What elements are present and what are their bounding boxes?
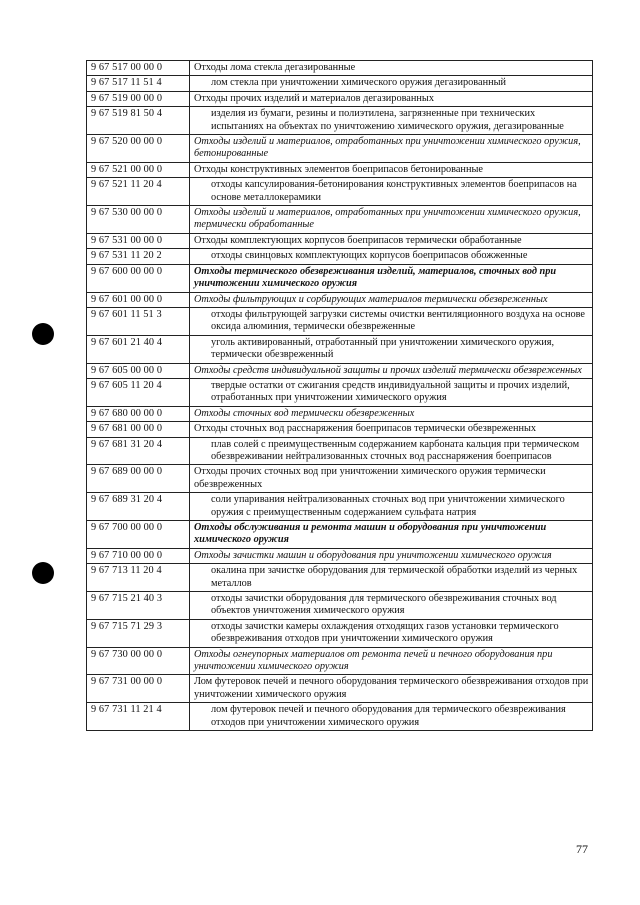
table-row bbox=[87, 335, 593, 363]
waste-code-cell: 9 67 731 00 00 0 bbox=[87, 675, 190, 703]
waste-code-cell: 9 67 530 00 00 0 bbox=[87, 206, 190, 234]
waste-description-cell: отходы зачистки камеры охлаждения отходящих газов установки термического обезвреживания отходов при уничтожении химического оружия bbox=[190, 619, 593, 647]
table-row bbox=[87, 178, 593, 206]
waste-code-cell: 9 67 681 31 20 4 bbox=[87, 437, 190, 465]
table-row bbox=[87, 91, 593, 106]
table-row bbox=[87, 493, 593, 521]
waste-description-cell: Отходы изделий и материалов, отработанных при уничтожении химического оружия, бетонированные bbox=[190, 135, 593, 163]
waste-description-cell: Отходы фильтрующих и сорбирующих материалов термически обезвреженных bbox=[190, 292, 593, 307]
waste-code-cell: 9 67 519 81 50 4 bbox=[87, 107, 190, 135]
waste-description-cell: отходы фильтрующей загрузки системы очистки вентиляционного воздуха на основе оксида алюминия, термически обезвреженные bbox=[190, 307, 593, 335]
waste-description-cell: Отходы зачистки машин и оборудования при уничтожении химического оружия bbox=[190, 548, 593, 563]
waste-code-cell: 9 67 520 00 00 0 bbox=[87, 135, 190, 163]
waste-code-cell: 9 67 605 00 00 0 bbox=[87, 363, 190, 378]
waste-code-cell: 9 67 689 31 20 4 bbox=[87, 493, 190, 521]
waste-description-cell: Отходы сточных вод расснаряжения боеприпасов термически обезвреженных bbox=[190, 422, 593, 437]
table-row bbox=[87, 135, 593, 163]
waste-description-cell: твердые остатки от сжигания средств индивидуальной защиты и прочих изделий, отработанных при уничтожении химического оружия bbox=[190, 378, 593, 406]
waste-description-cell: Отходы прочих изделий и материалов дегазированных bbox=[190, 91, 593, 106]
table-row bbox=[87, 107, 593, 135]
waste-classification-table bbox=[86, 60, 593, 731]
table-row bbox=[87, 465, 593, 493]
waste-code-cell: 9 67 601 11 51 3 bbox=[87, 307, 190, 335]
table-row bbox=[87, 61, 593, 76]
table-row bbox=[87, 675, 593, 703]
waste-description-cell: отходы зачистки оборудования для термического обезвреживания сточных вод объектов уничтожения химического оружия bbox=[190, 592, 593, 620]
table-row bbox=[87, 592, 593, 620]
page-number: 77 bbox=[576, 842, 588, 856]
waste-code-cell: 9 67 605 11 20 4 bbox=[87, 378, 190, 406]
waste-code-cell: 9 67 710 00 00 0 bbox=[87, 548, 190, 563]
waste-description-cell: уголь активированный, отработанный при уничтожении химического оружия, термически обезвреженный bbox=[190, 335, 593, 363]
waste-description-cell: изделия из бумаги, резины и полиэтилена, загрязненные при технических испытаниях на объектах по уничтожению химического оружия, дегазированные bbox=[190, 107, 593, 135]
table-row bbox=[87, 378, 593, 406]
waste-code-cell: 9 67 601 00 00 0 bbox=[87, 292, 190, 307]
waste-code-cell: 9 67 730 00 00 0 bbox=[87, 647, 190, 675]
waste-code-cell: 9 67 601 21 40 4 bbox=[87, 335, 190, 363]
table-row bbox=[87, 363, 593, 378]
waste-code-cell: 9 67 600 00 00 0 bbox=[87, 264, 190, 292]
table-row bbox=[87, 548, 593, 563]
waste-description-cell: плав солей с преимущественным содержанием карбоната кальция при термическом обезвреживании нейтрализованных сточных вод расснаряжения боеприпасов bbox=[190, 437, 593, 465]
table-row bbox=[87, 647, 593, 675]
waste-description-cell: Отходы огнеупорных материалов от ремонта печей и печного оборудования при уничтожении химического оружия bbox=[190, 647, 593, 675]
waste-code-cell: 9 67 531 11 20 2 bbox=[87, 249, 190, 264]
waste-code-cell: 9 67 521 11 20 4 bbox=[87, 178, 190, 206]
punch-hole bbox=[32, 562, 54, 584]
waste-description-cell: соли упаривания нейтрализованных сточных вод при уничтожении химического оружия с преимущественным содержанием сульфата натрия bbox=[190, 493, 593, 521]
waste-code-cell: 9 67 681 00 00 0 bbox=[87, 422, 190, 437]
waste-description-cell: отходы свинцовых комплектующих корпусов боеприпасов обожженные bbox=[190, 249, 593, 264]
table-row bbox=[87, 307, 593, 335]
table-row bbox=[87, 406, 593, 421]
waste-code-cell: 9 67 680 00 00 0 bbox=[87, 406, 190, 421]
waste-code-cell: 9 67 713 11 20 4 bbox=[87, 564, 190, 592]
waste-code-cell: 9 67 517 00 00 0 bbox=[87, 61, 190, 76]
waste-code-cell: 9 67 531 00 00 0 bbox=[87, 233, 190, 248]
waste-description-cell: Отходы прочих сточных вод при уничтожении химического оружия термически обезвреженных bbox=[190, 465, 593, 493]
waste-description-cell: лом стекла при уничтожении химического оружия дегазированный bbox=[190, 76, 593, 91]
waste-description-cell: Отходы конструктивных элементов боеприпасов бетонированные bbox=[190, 162, 593, 177]
punch-hole bbox=[32, 323, 54, 345]
table-row bbox=[87, 422, 593, 437]
table-row bbox=[87, 564, 593, 592]
waste-description-cell: Отходы термического обезвреживания изделий, материалов, сточных вод при уничтожении химического оружия bbox=[190, 264, 593, 292]
table-row bbox=[87, 437, 593, 465]
waste-description-cell: лом футеровок печей и печного оборудования для термического обезвреживания отходов при уничтожении химического оружия bbox=[190, 703, 593, 731]
table-row bbox=[87, 703, 593, 731]
table-row bbox=[87, 521, 593, 549]
waste-description-cell: Отходы изделий и материалов, отработанных при уничтожении химического оружия, термически обработанные bbox=[190, 206, 593, 234]
waste-code-cell: 9 67 517 11 51 4 bbox=[87, 76, 190, 91]
waste-description-cell: Отходы средств индивидуальной защиты и прочих изделий термически обезвреженных bbox=[190, 363, 593, 378]
waste-code-cell: 9 67 731 11 21 4 bbox=[87, 703, 190, 731]
table-row bbox=[87, 292, 593, 307]
table-row bbox=[87, 233, 593, 248]
waste-code-cell: 9 67 715 71 29 3 bbox=[87, 619, 190, 647]
table-row bbox=[87, 264, 593, 292]
waste-code-cell: 9 67 689 00 00 0 bbox=[87, 465, 190, 493]
waste-description-cell: Лом футеровок печей и печного оборудования термического обезвреживания отходов при уничтожении химического оружия bbox=[190, 675, 593, 703]
waste-code-cell: 9 67 715 21 40 3 bbox=[87, 592, 190, 620]
waste-description-cell: Отходы обслуживания и ремонта машин и оборудования при уничтожении химического оружия bbox=[190, 521, 593, 549]
waste-description-cell: окалина при зачистке оборудования для термической обработки изделий из черных металлов bbox=[190, 564, 593, 592]
table-row bbox=[87, 162, 593, 177]
waste-description-cell: Отходы лома стекла дегазированные bbox=[190, 61, 593, 76]
table-row bbox=[87, 249, 593, 264]
table-row bbox=[87, 76, 593, 91]
table-row bbox=[87, 619, 593, 647]
waste-description-cell: Отходы комплектующих корпусов боеприпасов термически обработанные bbox=[190, 233, 593, 248]
waste-code-cell: 9 67 521 00 00 0 bbox=[87, 162, 190, 177]
waste-description-cell: Отходы сточных вод термически обезвреженных bbox=[190, 406, 593, 421]
table-row bbox=[87, 206, 593, 234]
waste-code-cell: 9 67 519 00 00 0 bbox=[87, 91, 190, 106]
waste-code-cell: 9 67 700 00 00 0 bbox=[87, 521, 190, 549]
waste-description-cell: отходы капсулирования-бетонирования конструктивных элементов боеприпасов на основе металлокерамики bbox=[190, 178, 593, 206]
